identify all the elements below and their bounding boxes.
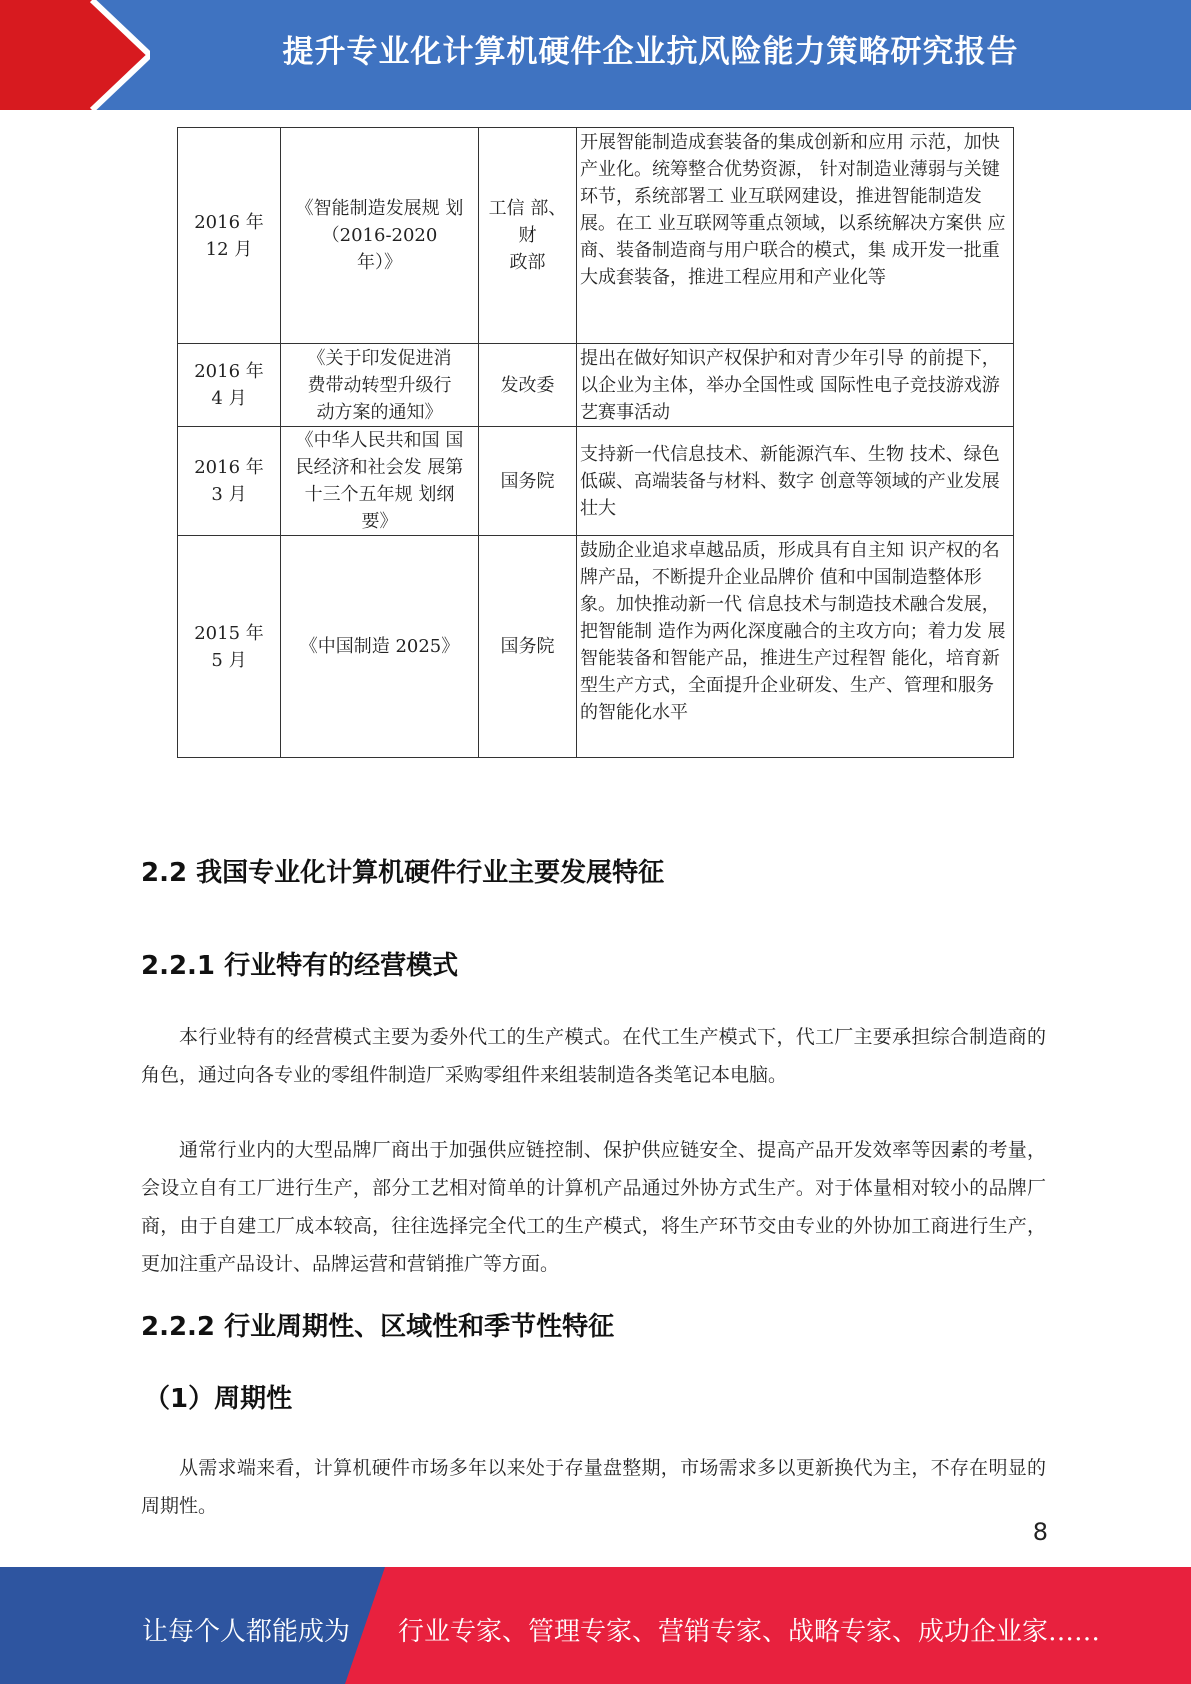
- table-cell-date: 2016 年 12 月: [178, 128, 281, 344]
- section-heading-2-2: 2.2 我国专业化计算机硬件行业主要发展特征: [141, 858, 665, 888]
- table-cell-policy-name: 《中国制造 2025》: [281, 536, 479, 758]
- page-number: 8: [1032, 1518, 1048, 1546]
- table-cell-department: 工信 部、 财 政部: [479, 128, 577, 344]
- subheading-cyclicality: （1）周期性: [144, 1384, 293, 1414]
- table-cell-department: 国务院: [479, 427, 577, 536]
- header-red-arrow-decoration: [0, 0, 150, 110]
- page-footer: [0, 1567, 1191, 1684]
- section-heading-2-2-2: 2.2.2 行业周期性、区域性和季节性特征: [141, 1312, 615, 1342]
- footer-slogan-left: 让每个人都能成为: [142, 1617, 351, 1647]
- table-cell-date: 2016 年 3 月: [178, 427, 281, 536]
- table-cell-department: 国务院: [479, 536, 577, 758]
- table-row: [178, 427, 1014, 536]
- footer-slogan-right: 行业专家、管理专家、营销专家、战略专家、成功企业家……: [398, 1617, 1101, 1647]
- table-cell-content: 鼓励企业追求卓越品质，形成具有自主知 识产权的名牌产品，不断提升企业品牌价 值和中国制造整体形象。加快推动新一代 信息技术与制造技术融合发展，把智能制 造作为两化深度融合的主攻方向；着力发 展智能装备和智能产品，推进生产过程智 能化，培育新型生产方式，全面提升企业研发、生产、管理和服务的智能化水平: [577, 536, 1014, 758]
- table-cell-policy-name: 《中华人民共和国 国 民经济和社会发 展第 十三个五年规 划纲 要》: [281, 427, 479, 536]
- table-cell-date: 2015 年 5 月: [178, 536, 281, 758]
- table-cell-department: 发改委: [479, 344, 577, 427]
- paragraph-business-model: 本行业特有的经营模式主要为委外代工的生产模式。在代工生产模式下，代工厂主要承担综合制造商的角色，通过向各专业的零组件制造厂采购零组件来组装制造各类笔记本电脑。: [141, 1026, 1046, 1086]
- table-cell-policy-name: 《智能制造发展规 划 （2016-2020 年）》: [281, 128, 479, 344]
- table-cell-date: 2016 年 4 月: [178, 344, 281, 427]
- table-cell-content: 开展智能制造成套装备的集成创新和应用 示范，加快产业化。统筹整合优势资源， 针对制造业薄弱与关键环节，系统部署工 业互联网建设，推进智能制造发展。在工 业互联网等重点领域，以系统解决方案供 应商、装备制造商与用户联合的模式，集 成开发一批重大成套装备，推进工程应用和产业化等: [577, 128, 1014, 344]
- table-row: [178, 128, 1014, 344]
- section-heading-2-2-1: 2.2.1 行业特有的经营模式: [141, 951, 459, 981]
- page-header: [0, 0, 1191, 110]
- table-row: [178, 344, 1014, 427]
- table-cell-content: 提出在做好知识产权保护和对青少年引导 的前提下，以企业为主体，举办全国性或 国际性电子竞技游戏游艺赛事活动: [577, 344, 1014, 427]
- paragraph-brand-manufacturers: 通常行业内的大型品牌厂商出于加强供应链控制、保护供应链安全、提高产品开发效率等因素的考量，会设立自有工厂进行生产，部分工艺相对简单的计算机产品通过外协方式生产。对于体量相对较小的品牌厂商，由于自建工厂成本较高，往往选择完全代工的生产模式，将生产环节交由专业的外协加工商进行生产，更加注重产品设计、品牌运营和营销推广等方面。: [141, 1139, 1046, 1275]
- policy-table: [177, 127, 1014, 758]
- table-cell-content: 支持新一代信息技术、新能源汽车、生物 技术、绿色低碳、高端装备与材料、数字 创意等领域的产业发展壮大: [577, 427, 1014, 536]
- table-row: [178, 536, 1014, 758]
- paragraph-cyclicality: 从需求端来看，计算机硬件市场多年以来处于存量盘整期，市场需求多以更新换代为主，不存在明显的周期性。: [141, 1457, 1046, 1517]
- report-title: 提升专业化计算机硬件企业抗风险能力策略研究报告: [282, 34, 1019, 70]
- table-cell-policy-name: 《关于印发促进消 费带动转型升级行 动方案的通知》: [281, 344, 479, 427]
